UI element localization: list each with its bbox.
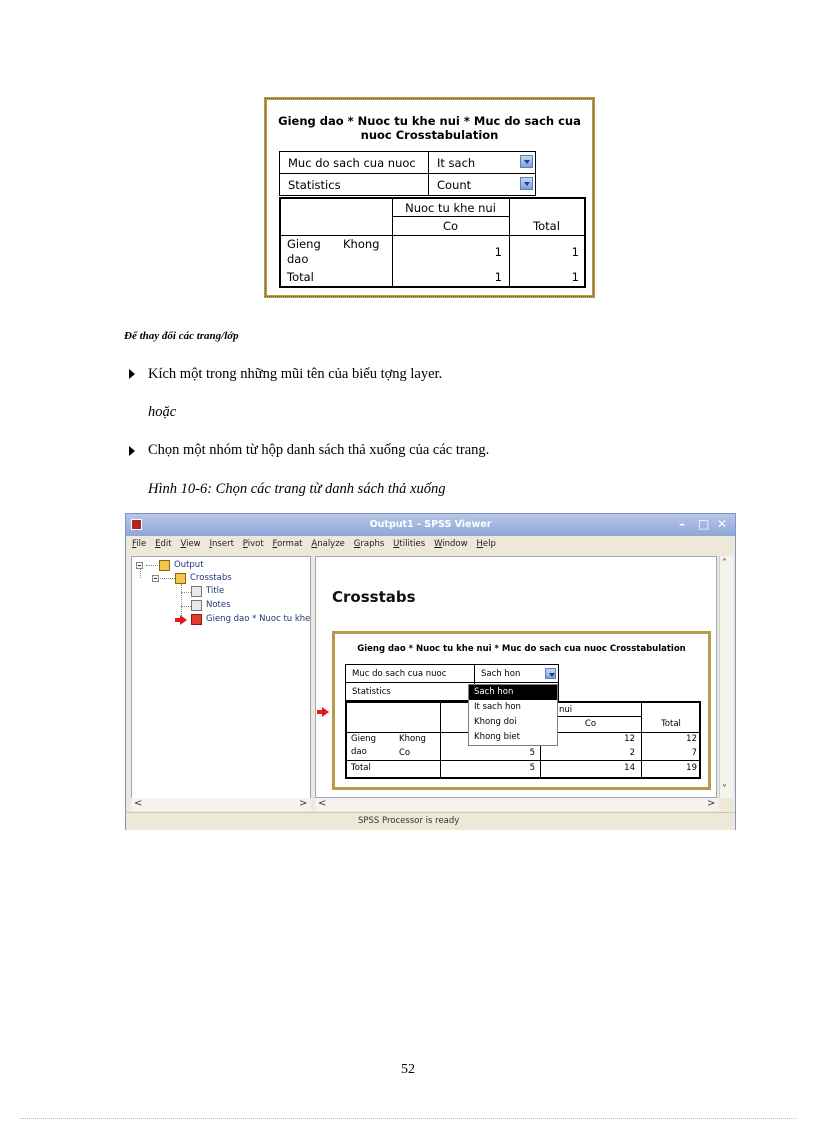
output-layer1-label: Muc do sach cua nuoc [346,665,475,683]
scroll-right-icon[interactable]: > [707,798,716,809]
section-heading: Để thay đổi các trang/lớp [124,330,239,342]
dropdown-arrow-icon[interactable] [545,668,556,679]
pivot-table-figure [264,97,595,298]
layer2-dropdown[interactable] [429,174,536,196]
output-row-gieng: Gieng [351,734,376,744]
cell-total-total: 1 [571,270,579,284]
dropdown-option[interactable]: Khong biet [474,732,520,742]
title-doc-icon [191,586,202,597]
output-table-title: Gieng dao * Nuoc tu khe nui * Muc do sach cua nuoc Crosstabulation [357,644,686,654]
col-group-header: Nuoc tu khe nui [405,201,496,215]
output-layer2-label: Statistics [346,683,475,701]
layer2-label: Statistics [280,174,429,196]
cell-co-total: 7 [691,748,697,758]
scroll-down-icon[interactable]: ˅ [722,784,727,795]
layer1-dropdown[interactable] [429,152,536,174]
tree-notes[interactable]: Notes [206,600,231,610]
bullet-text-2: Chọn một nhóm từ hộp danh sách thả xuống của các trang. [148,442,490,458]
page-number: 52 [401,1062,415,1077]
menu-insert[interactable]: Insert [209,539,234,549]
bullet-arrow-icon [129,446,135,456]
minimize-icon[interactable]: – [679,517,685,531]
tree-crosstabs[interactable]: Crosstabs [190,573,232,583]
menu-graphs[interactable]: Graphs [353,539,385,549]
window-title: Output1 - SPSS Viewer [369,519,492,530]
layer1-label: Muc do sach cua nuoc [280,152,429,174]
output-col-co: Co [584,719,597,729]
current-item-arrow-icon [322,707,329,717]
status-text: SPSS Processor is ready [358,816,460,826]
pivot-title-line1: Gieng dao * Nuoc tu khe nui * Muc do sach cua [278,114,581,128]
row-khong: Khong [343,237,380,251]
row-gieng: Gieng [287,237,321,251]
bullet-arrow-icon [129,369,135,379]
menu-view[interactable]: View [180,539,201,549]
menu-window[interactable]: Window [434,539,468,549]
output-row-total: Total [351,763,371,773]
status-bar [126,812,735,830]
output-book-icon [159,560,170,571]
or-text: hoặc [148,404,177,420]
scroll-left-icon[interactable]: < [134,798,143,809]
menu-edit[interactable]: Edit [155,539,172,549]
menu-utilities[interactable]: Utilities [393,539,426,549]
cell-co-c1: 5 [529,748,535,758]
cell-khong-co: 12 [624,734,635,744]
scroll-up-icon[interactable]: ˄ [722,558,727,569]
output-col-total: Total [661,719,681,729]
cell-total-total: 19 [686,763,697,773]
output-row-khong: Khong [399,734,426,744]
menu-help[interactable]: Help [476,539,496,549]
col-total-header: Total [533,219,560,233]
footer-divider [20,1118,796,1119]
current-item-arrow-icon [180,615,187,625]
cell-khong-co: 1 [494,245,502,259]
menu-format[interactable]: Format [272,539,303,549]
menu-pivot[interactable]: Pivot [242,539,264,549]
col-co-header: Co [442,219,459,233]
pivot-grid [279,197,586,288]
output-row-co: Co [399,748,411,758]
menu-bar [126,536,735,552]
dropdown-arrow-icon[interactable] [520,155,533,168]
layer-dropdown-list[interactable] [468,684,558,746]
scroll-right-icon[interactable]: > [299,798,308,809]
outline-pane[interactable] [131,556,311,811]
layer2-value: Count [437,177,472,192]
crosstabs-heading: Crosstabs [332,588,416,606]
output-col-group: nui [559,705,573,715]
tree-title[interactable]: Title [206,586,225,596]
pivot-title-line2: nuoc Crosstabulation [360,128,499,142]
notes-doc-icon [191,600,202,611]
collapse-icon[interactable] [152,575,159,582]
tree-output[interactable]: Output [174,560,204,570]
row-dao: dao [287,252,309,266]
vertical-scrollbar[interactable] [719,556,733,798]
menu-analyze[interactable]: Analyze [311,539,345,549]
output-row-dao: dao [351,747,367,757]
content-horizontal-scrollbar[interactable] [315,798,719,811]
title-bar[interactable] [126,514,735,536]
dropdown-arrow-icon[interactable] [520,177,533,190]
output-layer1-value: Sach hon [481,668,521,679]
cell-total-c1: 5 [529,763,535,773]
crosstabs-book-icon [175,573,186,584]
cell-total-co: 1 [494,270,502,284]
cell-total-co: 14 [624,763,635,773]
row-total: Total [287,270,314,284]
menu-file[interactable]: File [132,539,147,549]
cell-co-co: 2 [629,748,635,758]
scroll-left-icon[interactable]: < [318,798,327,809]
collapse-icon[interactable] [136,562,143,569]
dropdown-option[interactable]: It sach hon [474,702,521,712]
outline-horizontal-scrollbar[interactable] [131,798,311,811]
figure-caption: Hình 10-6: Chọn các trang từ danh sách thả xuống [148,481,446,497]
cell-khong-total: 1 [571,245,579,259]
layer1-value: It sach [437,155,476,170]
maximize-icon[interactable]: □ [698,517,710,531]
bullet-text-1: Kích một trong những mũi tên của biểu tợng layer. [148,366,443,382]
close-icon[interactable]: ✕ [717,517,728,531]
cell-khong-total: 12 [686,734,697,744]
layer-table [279,151,536,196]
pivot-table-title [267,114,592,142]
spss-viewer-window [125,513,736,830]
dropdown-option[interactable]: Sach hon [469,685,557,700]
table-icon [191,614,202,625]
output-layer1-dropdown[interactable] [475,665,559,683]
tree-table[interactable]: Gieng dao * Nuoc tu khe [206,614,311,624]
dropdown-option[interactable]: Khong doi [474,717,517,727]
